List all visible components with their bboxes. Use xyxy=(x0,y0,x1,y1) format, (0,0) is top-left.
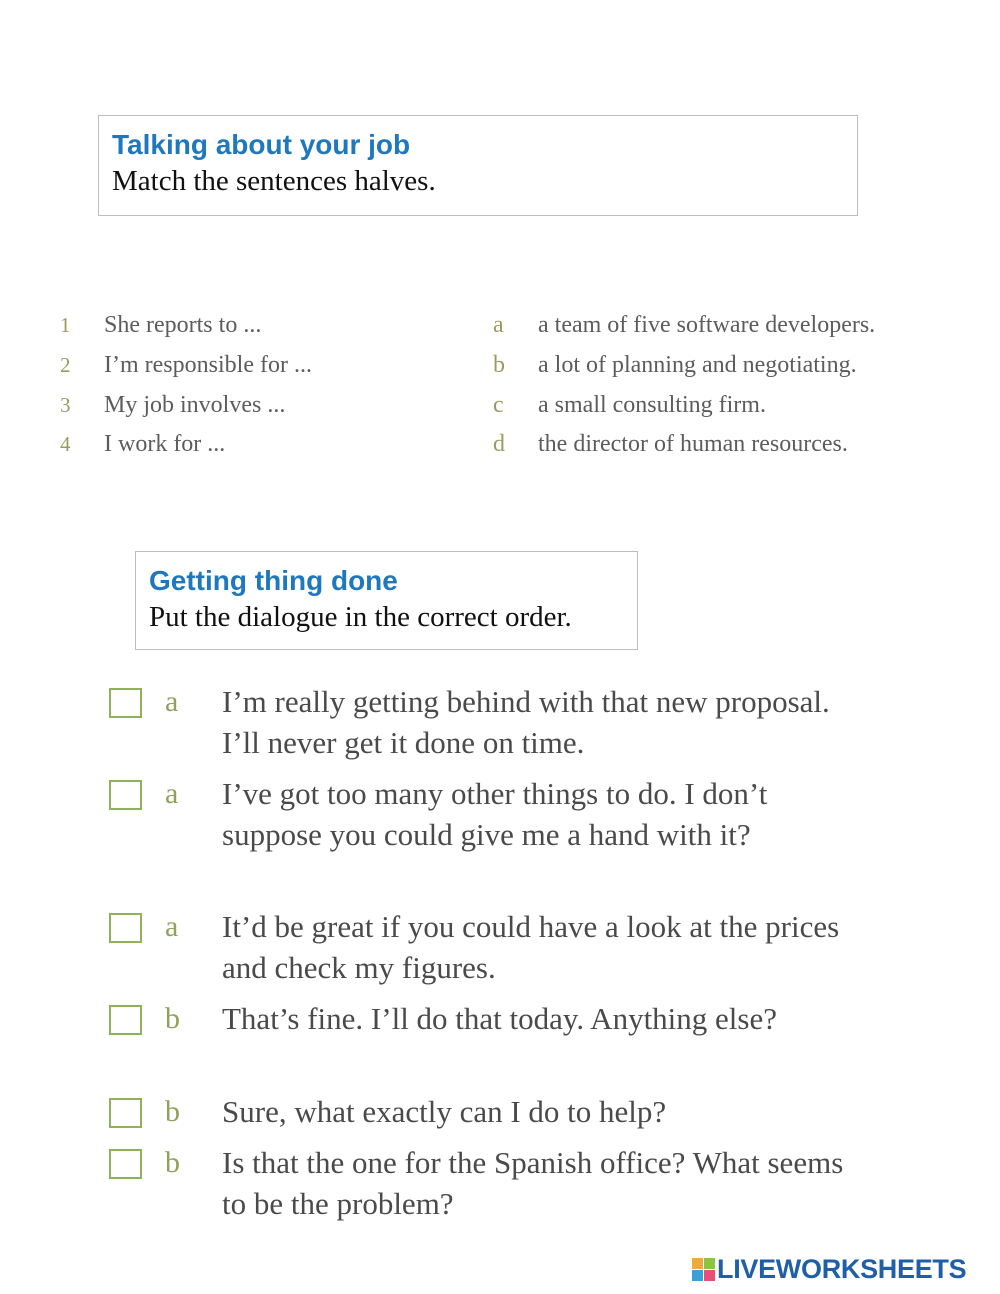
logo-mark-icon xyxy=(692,1258,715,1281)
section1-instruction: Match the sentences halves. xyxy=(112,165,436,197)
sentence-start: I work for ... xyxy=(104,431,226,457)
section1-header xyxy=(98,115,858,216)
order-checkbox[interactable] xyxy=(109,1098,142,1128)
dialogue-text: I’m really getting behind with that new proposal. I’ll never get it done on time. xyxy=(222,684,830,760)
ending-letter: b xyxy=(493,352,505,378)
order-checkbox[interactable] xyxy=(109,688,142,718)
dialogue-line xyxy=(0,1142,1000,1226)
item-number: 4 xyxy=(60,432,71,456)
dialogue-text: Sure, what exactly can I do to help? xyxy=(222,1094,667,1129)
sentence-ending[interactable]: the director of human resources. xyxy=(538,431,848,457)
order-checkbox[interactable] xyxy=(109,1005,142,1035)
speaker-letter: b xyxy=(165,1002,180,1035)
order-checkbox[interactable] xyxy=(109,1149,142,1179)
section2-title: Getting thing done xyxy=(149,565,398,596)
section2-header xyxy=(135,551,638,650)
dialogue-line xyxy=(0,998,1000,1082)
sentence-ending[interactable]: a team of five software developers. xyxy=(538,312,876,338)
item-number: 3 xyxy=(60,393,71,417)
match-row xyxy=(0,390,1000,420)
match-row xyxy=(0,429,1000,459)
speaker-letter: b xyxy=(165,1146,180,1179)
sentence-ending[interactable]: a lot of planning and negotiating. xyxy=(538,352,857,378)
logo-square xyxy=(692,1258,703,1269)
dialogue-text: It’d be great if you could have a look at the prices and check my figures. xyxy=(222,909,840,985)
speaker-letter: b xyxy=(165,1095,180,1128)
logo-square xyxy=(704,1258,715,1269)
liveworksheets-logo xyxy=(692,1254,966,1284)
section2-instruction: Put the dialogue in the correct order. xyxy=(149,601,572,633)
ending-letter: c xyxy=(493,392,504,418)
item-number: 2 xyxy=(60,353,71,377)
sentence-start: She reports to ... xyxy=(104,312,262,338)
dialogue-line xyxy=(0,1091,1000,1133)
match-row xyxy=(0,310,1000,340)
sentence-ending[interactable]: a small consulting firm. xyxy=(538,392,766,418)
dialogue-line xyxy=(0,773,1000,896)
speaker-letter: a xyxy=(165,910,179,943)
speaker-letter: a xyxy=(165,685,179,718)
item-number: 1 xyxy=(60,313,71,337)
ending-letter: a xyxy=(493,312,504,338)
logo-square xyxy=(692,1270,703,1281)
section1-title: Talking about your job xyxy=(112,129,411,160)
dialogue-line xyxy=(0,906,1000,990)
ending-letter: d xyxy=(493,431,505,457)
sentence-start: I’m responsible for ... xyxy=(104,352,312,378)
order-checkbox[interactable] xyxy=(109,913,142,943)
logo-square xyxy=(704,1270,715,1281)
match-row xyxy=(0,350,1000,380)
speaker-letter: a xyxy=(165,777,179,810)
order-checkbox[interactable] xyxy=(109,780,142,810)
sentence-start: My job involves ... xyxy=(104,392,286,418)
dialogue-text: That’s fine. I’ll do that today. Anything else? xyxy=(222,1001,778,1036)
dialogue-line xyxy=(0,681,1000,765)
logo-text: LIVEWORKSHEETS xyxy=(717,1253,967,1284)
dialogue-text: Is that the one for the Spanish office? What seems to be the problem? xyxy=(222,1145,844,1221)
dialogue-text: I’ve got too many other things to do. I don’t suppose you could give me a hand with it? xyxy=(222,776,768,852)
